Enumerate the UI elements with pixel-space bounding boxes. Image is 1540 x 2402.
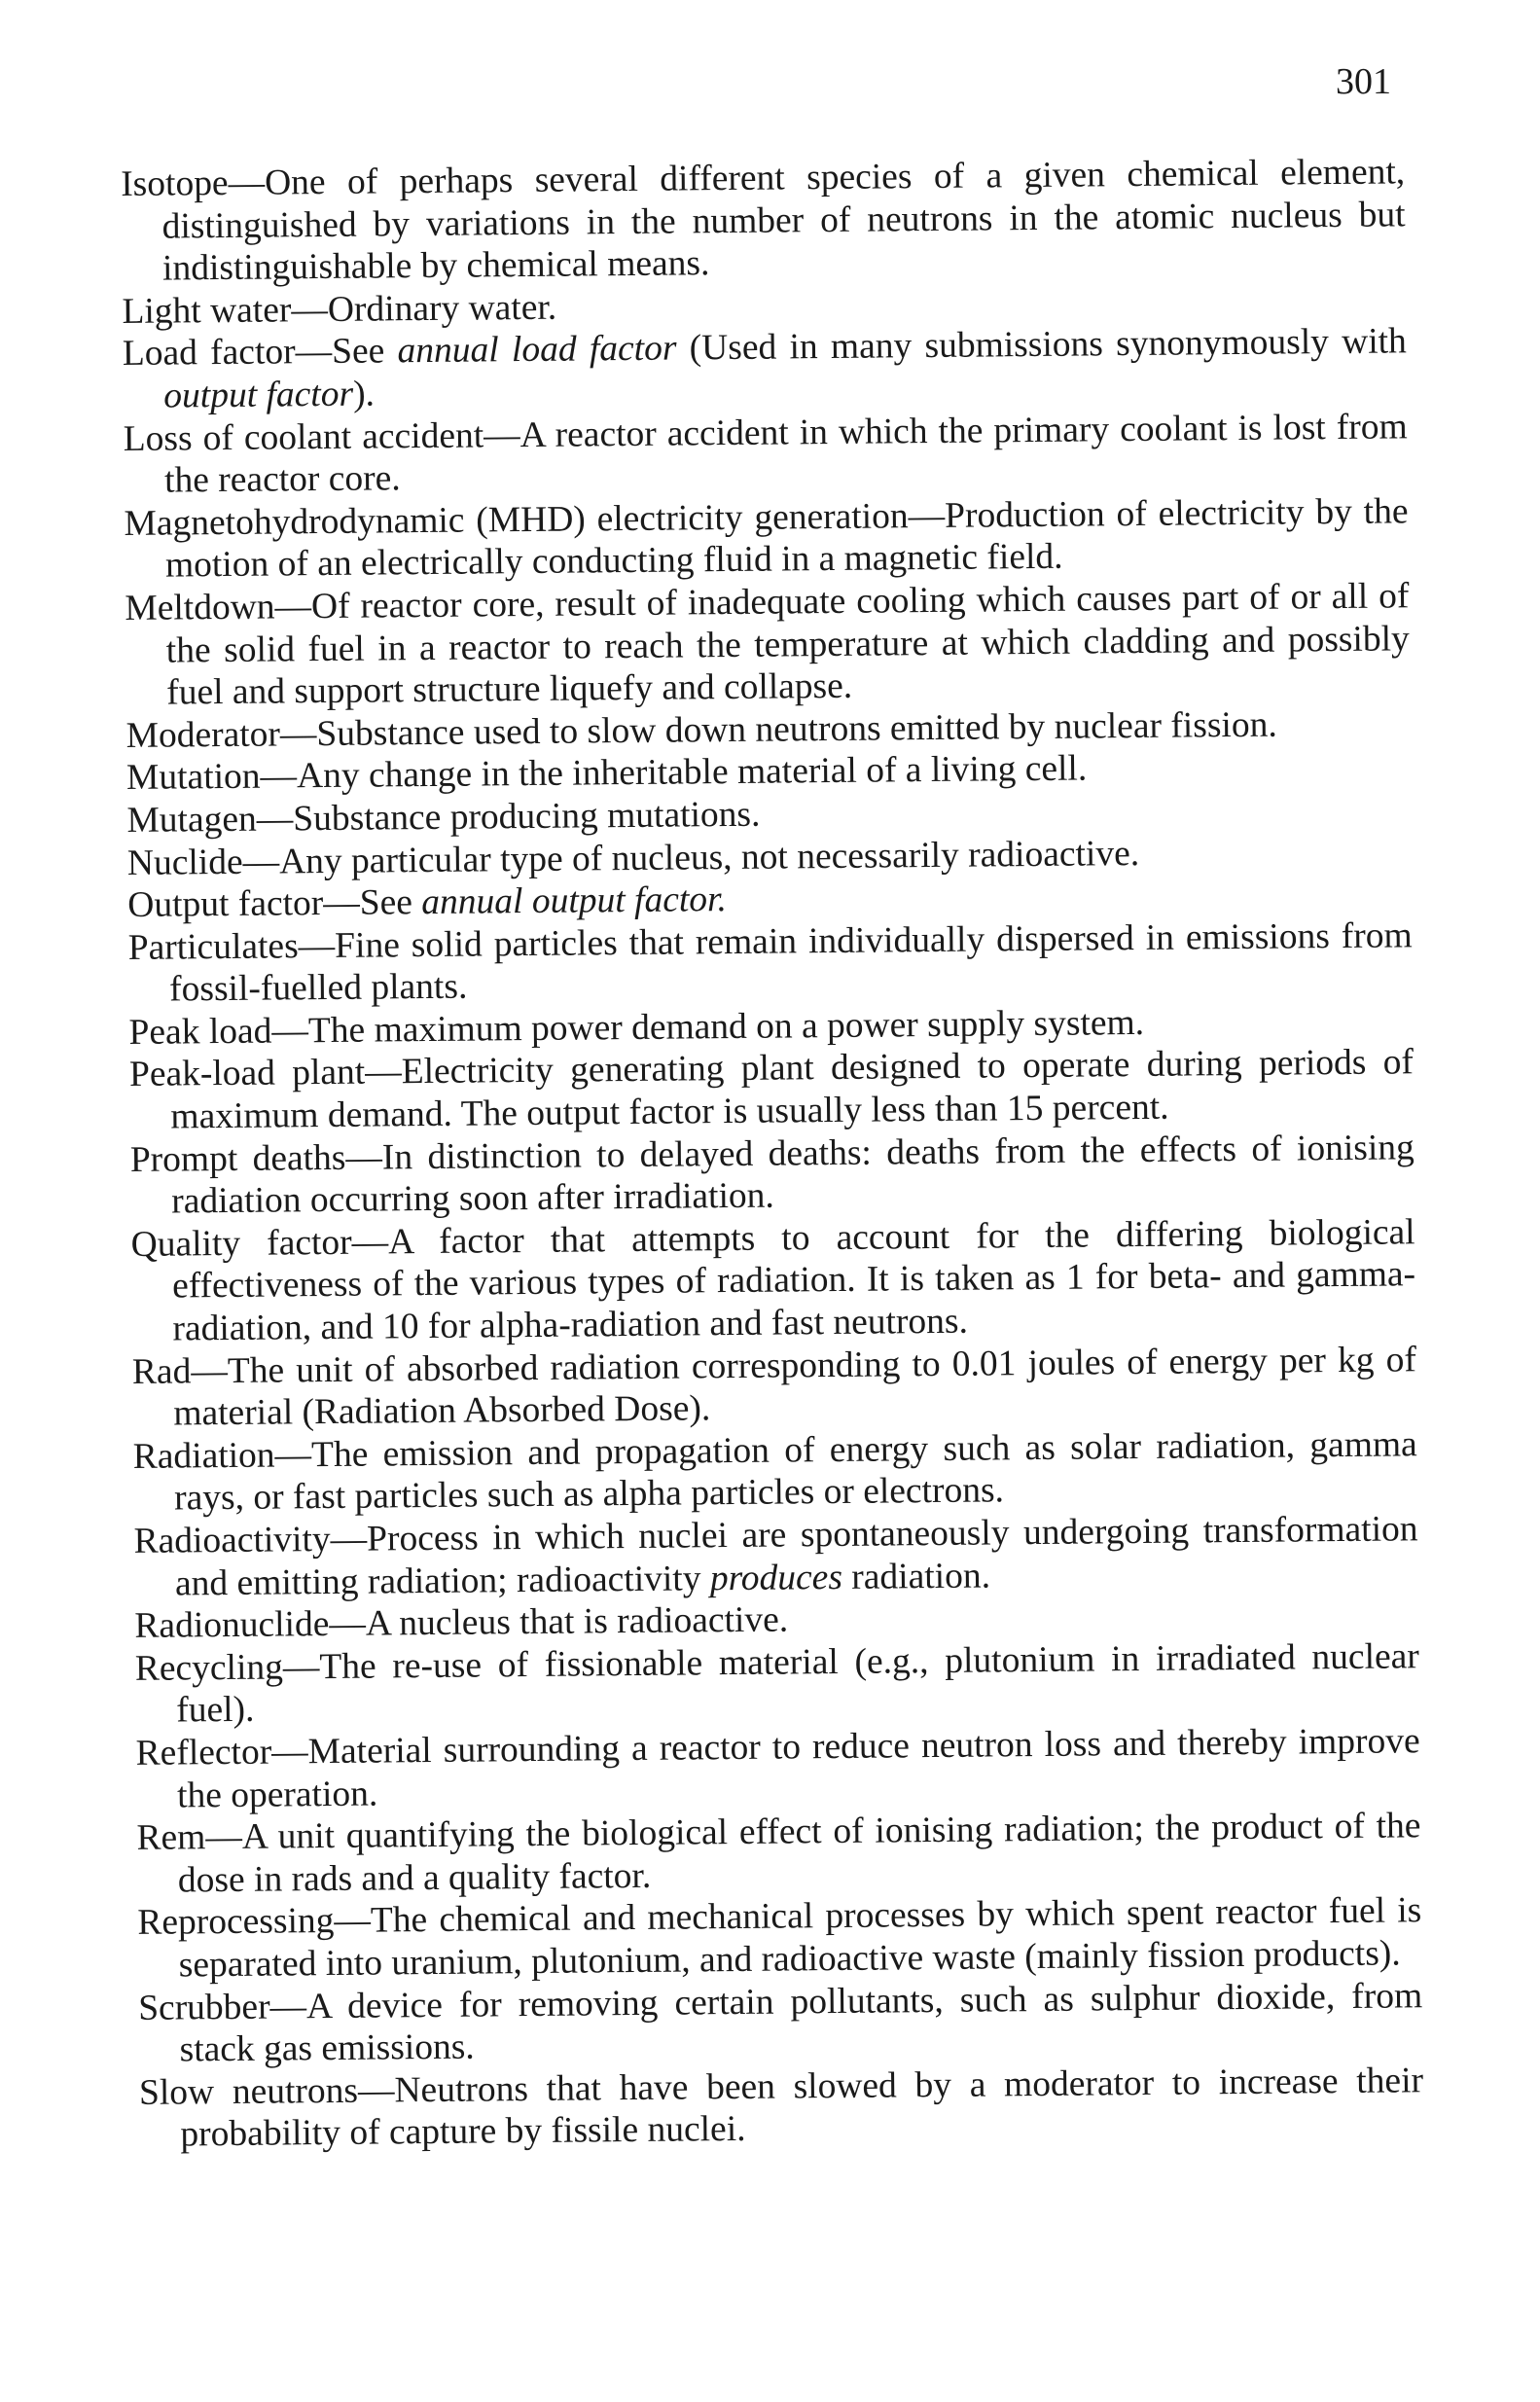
glossary-entry-slow-neutrons: [139, 2060, 1424, 2157]
entry-definition: A unit quantifying the biological effect of ionising radiation; the product of the dose in rads and a quality factor.: [177, 1806, 1421, 1901]
entry-separator: —: [291, 289, 329, 331]
entry-term: Particulates: [127, 925, 299, 968]
glossary-entry-recycling: [135, 1635, 1420, 1733]
glossary-entry-load-factor: [123, 321, 1408, 418]
entry-separator: —: [274, 1434, 312, 1476]
entry-term: Radiation: [132, 1435, 275, 1477]
entry-separator: —: [271, 1011, 309, 1052]
entry-separator: —: [282, 1646, 320, 1688]
entry-definition: (Used in many submissions synonymously with: [676, 321, 1408, 369]
entry-term: Prompt deaths: [129, 1137, 346, 1180]
entry-separator: —: [323, 882, 360, 924]
entry-term: Slow neutrons: [138, 2070, 359, 2113]
entry-definition: Material surrounding a reactor to reduce neutron loss and thereby improve the operation.: [176, 1721, 1420, 1816]
entry-term: Reprocessing: [137, 1901, 335, 1944]
entry-definition: The re-use of fissionable material (e.g., plutonium in irradiated nuclear fuel).: [176, 1636, 1419, 1731]
entry-term: Peak-load plant: [128, 1053, 366, 1095]
entry-term: Moderator: [125, 714, 281, 756]
glossary-entry-quality-factor: [130, 1211, 1415, 1350]
entry-definition: radiation.: [842, 1556, 991, 1597]
entry-separator: —: [228, 162, 266, 203]
glossary-entry-reprocessing: [137, 1890, 1422, 1988]
glossary-entry-radiation: [133, 1423, 1418, 1521]
entry-separator: —: [334, 1900, 372, 1942]
entry-cross-reference: output factor: [163, 374, 354, 416]
entry-definition: The emission and propagation of energy such as solar radiation, gamma rays, or fast particles such as alpha particles or electrons.: [173, 1424, 1417, 1519]
entry-definition: The chemical and mechanical processes by which spent reactor fuel is separated into uranium, plutonium, and radioactive waste (mainly fission products).: [178, 1890, 1422, 1986]
entry-term: Mutagen: [126, 799, 257, 841]
entry-separator: —: [295, 332, 333, 373]
glossary-list: [121, 151, 1424, 2156]
entry-term: Peak load: [128, 1011, 272, 1053]
glossary-entry-particulates: [128, 914, 1414, 1012]
entry-definition: See: [331, 331, 398, 373]
entry-definition: Of reactor core, result of inadequate cooling which causes part of or all of the solid fuel in a reactor to reach the temperature at which cladding and possibly fuel and support structure liquefy and collapse.: [165, 576, 1410, 713]
entry-term: Radionuclide: [134, 1604, 330, 1647]
entry-definition: Substance producing mutations.: [293, 794, 761, 840]
entry-separator: —: [365, 1052, 402, 1093]
entry-term: Output factor: [127, 883, 324, 926]
entry-separator: —: [242, 841, 280, 882]
entry-cross-reference: annual output factor.: [421, 879, 728, 923]
entry-term: Meltdown: [125, 587, 275, 628]
entry-separator: —: [345, 1137, 383, 1178]
glossary-entry-peak-load-plant: [129, 1042, 1415, 1139]
entry-definition: Substance used to slow down neutrons emitted by nuclear fission.: [316, 704, 1277, 754]
entry-definition: The unit of absorbed radiation corresponding to 0.01 joules of energy per kg of material (Radiation Absorbed Dose).: [173, 1339, 1417, 1434]
entry-definition: Any change in the inheritable material of a living cell.: [296, 748, 1088, 797]
entry-definition: A reactor accident in which the primary coolant is lost from the reactor core.: [163, 406, 1408, 501]
entry-separator: —: [329, 1603, 367, 1645]
entry-term: Reflector: [135, 1732, 272, 1774]
entry-definition: A nucleus that is radioactive.: [365, 1599, 789, 1644]
entry-separator: —: [351, 1222, 389, 1263]
entry-separator: —: [483, 414, 520, 455]
glossary-entry-meltdown: [125, 575, 1410, 714]
entry-term: Quality factor: [130, 1222, 352, 1265]
entry-term: Nuclide: [126, 842, 243, 883]
entry-term: Recycling: [134, 1647, 284, 1689]
entry-definition: A device for removing certain pollutants, such as sulphur dioxide, from stack gas emissions.: [179, 1975, 1423, 2070]
glossary-entry-loss-of-coolant-accident: [124, 406, 1409, 503]
entry-separator: —: [191, 1350, 229, 1391]
entry-separator: —: [205, 1817, 243, 1858]
entry-term: Load factor: [122, 332, 296, 375]
entry-term: Light water: [122, 290, 292, 332]
entry-definition: Process in which nuclei are spontaneously undergoing transformation and emitting radiation; radioactivity: [174, 1509, 1418, 1604]
glossary-entry-prompt-deaths: [130, 1127, 1415, 1224]
glossary-entry-mhd: [124, 490, 1409, 588]
entry-definition: The maximum power demand on a power supply system.: [307, 1002, 1145, 1052]
entry-separator: —: [298, 925, 336, 966]
entry-separator: —: [357, 2070, 395, 2111]
glossary-entry-reflector: [135, 1720, 1420, 1817]
glossary-entry-rad: [132, 1339, 1417, 1436]
entry-cross-reference: annual load factor: [397, 328, 677, 372]
entry-separator: —: [279, 713, 317, 755]
entry-term: Isotope: [121, 162, 229, 204]
glossary-entry-scrubber: [138, 1975, 1423, 2072]
entry-definition: Neutrons that have been slowed by a moderator to increase their probability of capture by fissile nuclei.: [180, 2060, 1424, 2155]
entry-term: Mutation: [125, 756, 261, 799]
entry-definition: Fine solid particles that remain individually dispersed in emissions from fossil-fuelled plants.: [168, 914, 1413, 1010]
entry-definition: Electricity generating plant designed to operate during periods of maximum demand. The output factor is usually less than 15 percent.: [170, 1042, 1415, 1137]
entry-emphasis: produces: [709, 1557, 843, 1598]
entry-separator: —: [260, 756, 298, 797]
entry-definition: Ordinary water.: [327, 287, 557, 330]
entry-separator: —: [274, 587, 312, 627]
glossary-entry-radioactivity: [133, 1508, 1418, 1605]
page-number: 301: [1336, 61, 1391, 102]
entry-definition: See: [359, 882, 422, 923]
entry-definition: ).: [352, 374, 376, 414]
entry-definition: In distinction to delayed deaths: deaths from the effects of ionising radiation occurring soon after irradiation.: [171, 1127, 1415, 1222]
entry-definition: A factor that attempts to account for the differing biological effectiveness of the various types of radiation. It is taken as 1 for beta- and gamma- radiation, and 10 for alpha-radiation and fast neutrons.: [171, 1212, 1416, 1349]
entry-term: Rad: [131, 1350, 192, 1392]
entry-definition: One of perhaps several different species of a given chemical element, distinguished by variations in the number of neutrons in the atomic nucleus but indistinguishable by chemical means.: [161, 152, 1406, 289]
glossary-entry-rem: [136, 1805, 1421, 1902]
entry-term: Rem: [136, 1817, 206, 1859]
entry-term: Magnetohydrodynamic (MHD) electricity generation: [124, 495, 909, 544]
glossary-entry-isotope: [121, 151, 1406, 290]
entry-definition: Production of electricity by the motion of an electrically conducting fluid in a magnetic field.: [164, 491, 1409, 586]
entry-definition: Any particular type of nucleus, not necessarily radioactive.: [278, 833, 1140, 881]
entry-separator: —: [908, 495, 946, 536]
entry-term: Scrubber: [138, 1987, 270, 2028]
entry-term: Radioactivity: [133, 1519, 331, 1561]
entry-separator: —: [330, 1519, 368, 1560]
entry-separator: —: [271, 1732, 308, 1773]
entry-separator: —: [256, 799, 294, 840]
entry-separator: —: [269, 1986, 307, 2027]
entry-term: Loss of coolant accident: [123, 414, 484, 459]
